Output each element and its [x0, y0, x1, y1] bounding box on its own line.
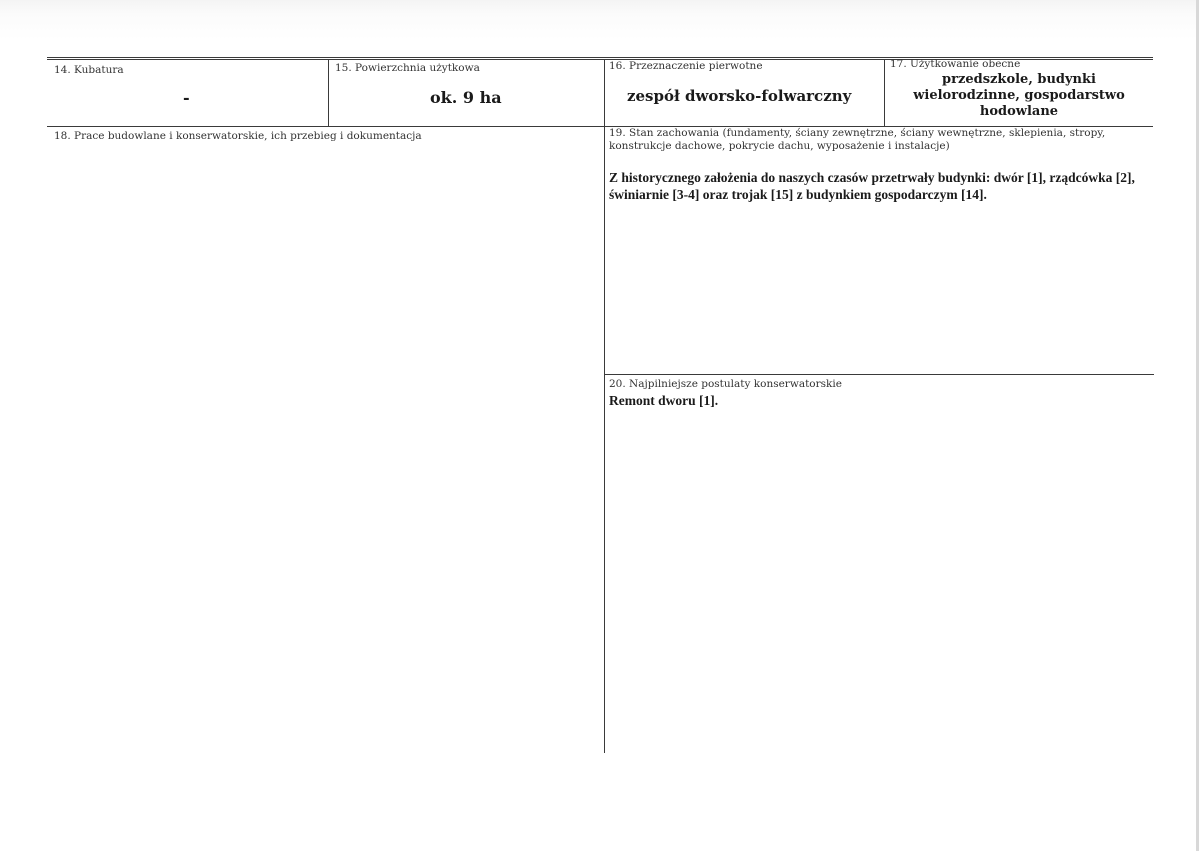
uzytkowanie-label: 17. Użytkowanie obecne	[890, 58, 1021, 70]
przeznaczenie-label: 16. Przeznaczenie pierwotne	[609, 60, 763, 72]
stan-zachowania-label: 19. Stan zachowania (fundamenty, ściany zewnętrzne, ściany wewnętrzne, sklepienia, stropy, konstrukcje dachowe, pokrycie dachu, wyposażenie i instalacje)	[609, 127, 1106, 152]
col-divider-2	[604, 59, 605, 753]
prace-label: 18. Prace budowlane i konserwatorskie, ich przebieg i dokumentacja	[54, 130, 422, 142]
uzytkowanie-line: przedszkole, budynki	[942, 72, 1096, 87]
uzytkowanie-value	[888, 72, 1150, 120]
uzytkowanie-line: wielorodzinne, gospodarstwo	[913, 88, 1125, 103]
uzytkowanie-line: hodowlane	[979, 104, 1059, 119]
kubatura-value: -	[183, 88, 190, 107]
col-divider-3	[884, 59, 885, 127]
przeznaczenie-value: zespół dworsko-folwarczny	[627, 87, 852, 105]
powierzchnia-label: 15. Powierzchnia użytkowa	[335, 62, 480, 74]
postulaty-value: Remont dworu [1].	[609, 393, 719, 408]
row-divider-2	[604, 374, 1154, 375]
powierzchnia-value: ok. 9 ha	[430, 88, 502, 107]
col-divider-1	[328, 59, 329, 127]
postulaty-label: 20. Najpilniejsze postulaty konserwatorskie	[609, 378, 842, 390]
stan-zachowania-value: Z historycznego założenia do naszych czasów przetrwały budynki: dwór [1], rządcówka [2], świniarnie [3-4] oraz trojak [15] z budynkiem gospodarczym [14].	[609, 170, 1135, 202]
kubatura-label: 14. Kubatura	[54, 64, 124, 76]
